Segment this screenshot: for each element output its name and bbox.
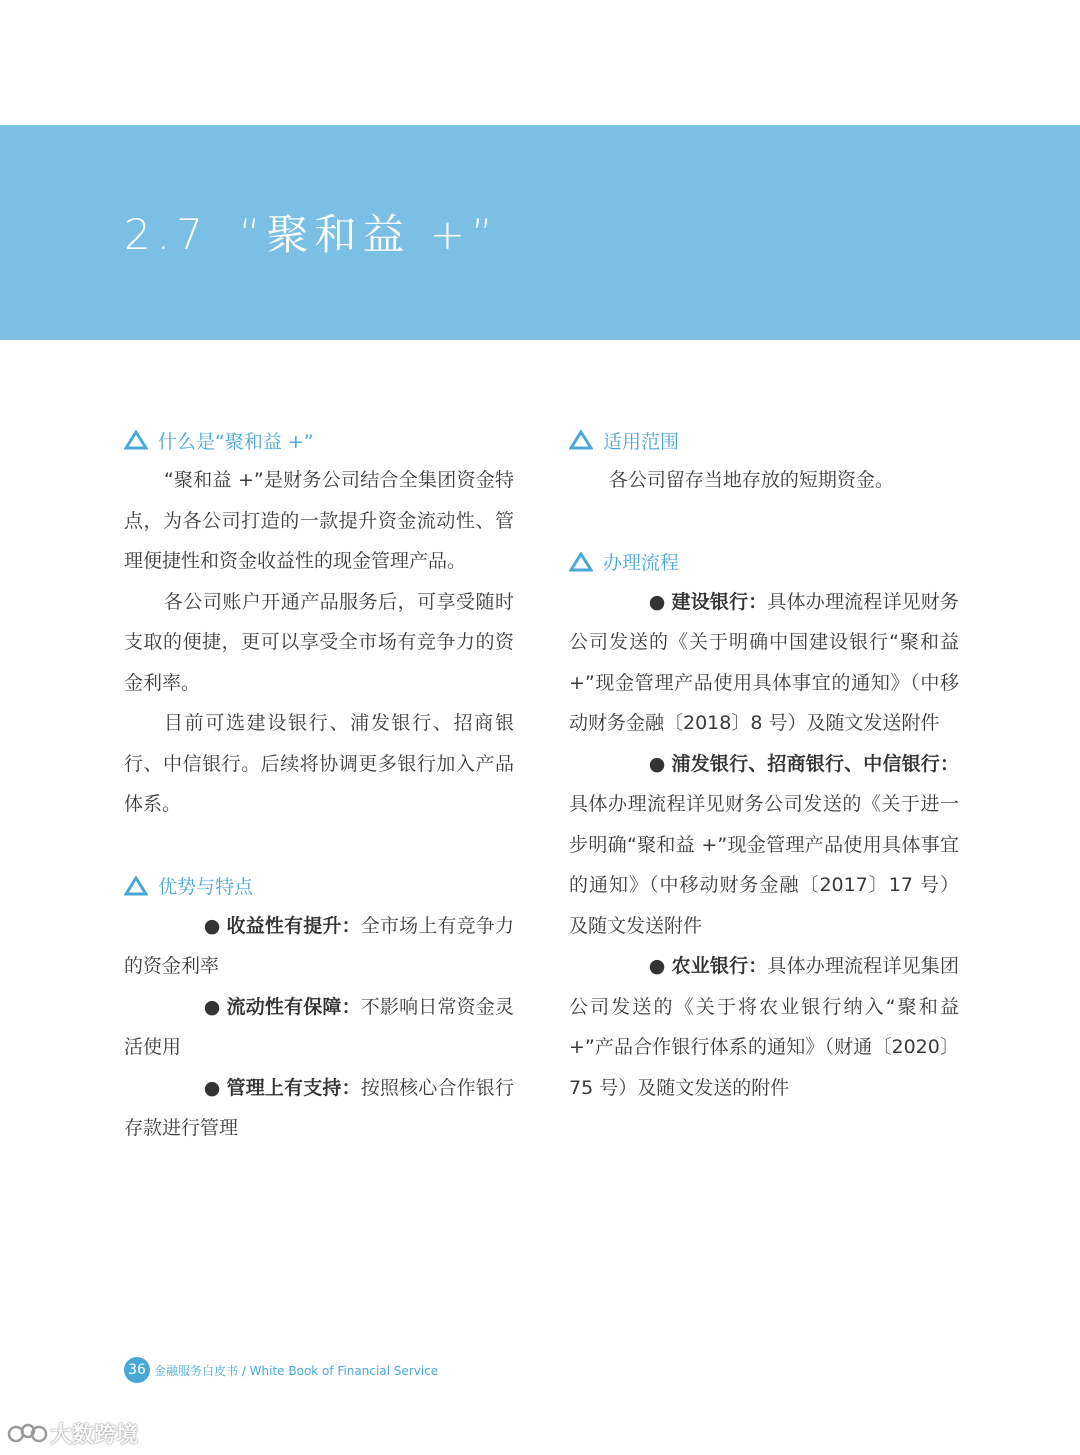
section-heading-what-is	[124, 420, 514, 460]
watermark	[6, 1418, 138, 1449]
bullet-item	[124, 987, 514, 1068]
logo-icon	[6, 1419, 50, 1449]
bullet-label: 收益性有提升：	[226, 914, 361, 937]
bullet-text: 具体办理流程详见集团公司发送的《关于将农业银行纳入“聚和益 +”产品合作银行体系的通知》（财通〔2020〕75 号）及随文发送的附件	[569, 955, 959, 1099]
bullet-text: 不影响日常资金灵活使用	[124, 995, 514, 1058]
bullet-label: 管理上有支持：	[226, 1076, 361, 1099]
triangle-icon	[124, 876, 148, 896]
footer-title: 金融服务白皮书 / White Book of Financial Service	[154, 1363, 439, 1378]
bullet-item	[569, 744, 959, 947]
paragraph: 各公司留存当地存放的短期资金。	[608, 469, 894, 491]
triangle-icon	[569, 552, 593, 572]
section-title: “聚和益 +”	[238, 210, 499, 259]
paragraph: “聚和益 +”是财务公司结合全集团资金特点，为各公司打造的一款提升资金流动性、管理便捷性和资金收益性的现金管理产品。	[124, 469, 514, 572]
section-heading-scope	[569, 420, 959, 460]
bullet-text: 全市场上有竞争力的资金利率	[124, 914, 514, 977]
heading-label: 适用范围	[603, 430, 680, 453]
bullet-icon: ●	[648, 752, 666, 775]
watermark-text: 大数跨境	[50, 1423, 139, 1448]
bullet-label: 流动性有保障：	[226, 995, 361, 1018]
bullet-label: 浦发银行、招商银行、中信银行：	[671, 752, 959, 775]
page-footer	[124, 1357, 438, 1383]
bullet-text: 具体办理流程详见财务公司发送的《关于进一步明确“聚和益 +”现金管理产品使用具体事宜的通知》（中移动财务金融〔2017〕17 号）及随文发送附件	[569, 793, 959, 937]
bullet-icon: ●	[648, 955, 666, 977]
section-number: 2.7	[124, 210, 209, 259]
bullet-icon: ●	[203, 914, 221, 937]
bullet-item	[569, 946, 959, 1108]
paragraph: 各公司账户开通产品服务后，可享受随时支取的便捷，更可以享受全市场有竞争力的资金利率。	[124, 590, 514, 694]
bullet-icon: ●	[648, 590, 666, 613]
left-column	[124, 420, 514, 1149]
section-heading-process	[569, 542, 959, 582]
heading-label: 办理流程	[603, 552, 680, 574]
bullet-icon: ●	[203, 1076, 221, 1099]
page-number: 36	[124, 1357, 150, 1383]
triangle-icon	[124, 430, 148, 450]
bullet-text: 按照核心合作银行存款进行管理	[124, 1076, 514, 1139]
bullet-item	[569, 582, 959, 744]
bullet-label: 农业银行：	[671, 955, 768, 977]
paragraph: 目前可选建设银行、浦发银行、招商银行、中信银行。后续将协调更多银行加入产品体系。	[124, 712, 514, 815]
bullet-item	[124, 906, 514, 987]
heading-label: 什么是“聚和益 +”	[158, 430, 314, 453]
heading-label: 优势与特点	[158, 876, 254, 898]
section-heading-advantages	[124, 866, 514, 906]
page-title	[124, 202, 499, 262]
bullet-icon: ●	[203, 995, 221, 1018]
right-column	[569, 420, 959, 1108]
triangle-icon	[569, 430, 593, 450]
bullet-item	[124, 1068, 514, 1149]
bullet-text: 具体办理流程详见财务公司发送的《关于明确中国建设银行“聚和益 +”现金管理产品使用具体事宜的通知》（中移动财务金融〔2018〕8 号）及随文发送附件	[569, 590, 959, 734]
bullet-label: 建设银行：	[671, 590, 768, 613]
